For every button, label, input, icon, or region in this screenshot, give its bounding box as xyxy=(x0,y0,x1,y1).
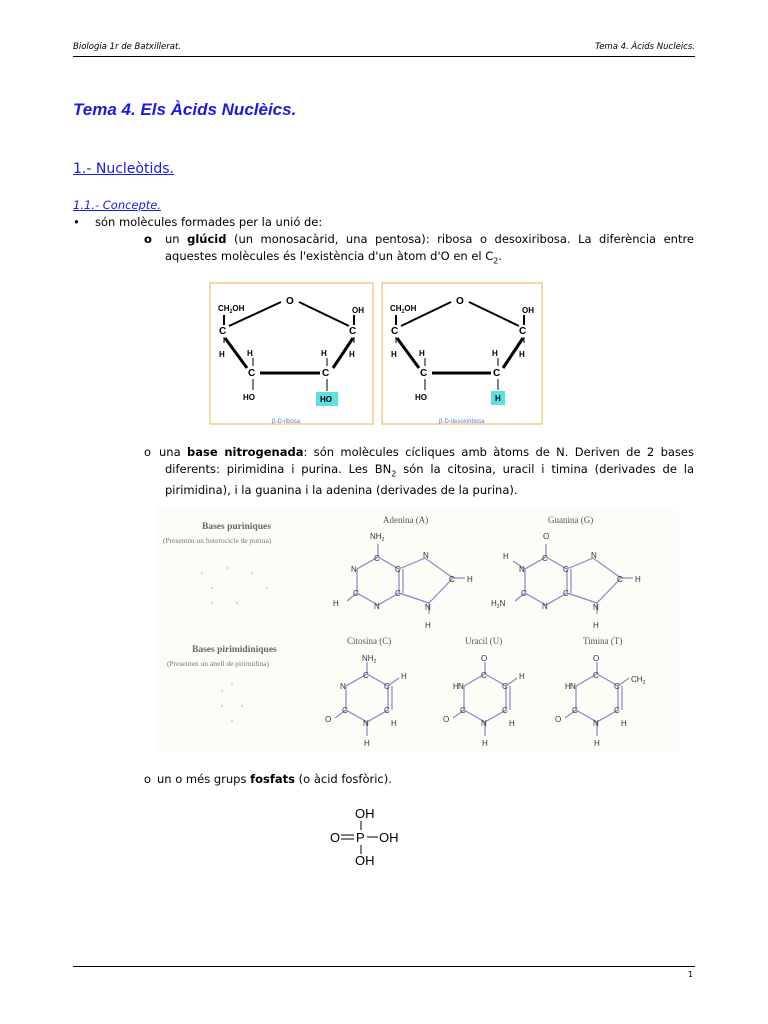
bullet-dot-icon: • xyxy=(73,215,80,229)
svg-text:H: H xyxy=(333,599,339,608)
svg-text:H: H xyxy=(503,552,509,561)
footer-rule xyxy=(73,966,695,967)
svg-text:C: C xyxy=(353,589,359,598)
svg-text:H: H xyxy=(321,349,327,358)
phosphate-paragraph: un o més grups fosfats (o àcid fosfòric). xyxy=(157,772,392,786)
bold-term-fosfats: fosfats xyxy=(250,772,295,786)
svg-text:CH3: $CH_3$ xyxy=(631,675,646,686)
svg-text:C: C xyxy=(493,368,501,379)
svg-text:O: O xyxy=(325,715,332,724)
svg-text:C: C xyxy=(219,326,227,337)
svg-text:H: H xyxy=(621,719,627,728)
svg-text:NH2: $NH_2$ xyxy=(362,654,377,665)
svg-text:H: H xyxy=(519,350,525,359)
svg-text:H: H xyxy=(391,719,397,728)
phosphate-top-oh: OH xyxy=(355,806,375,821)
svg-text:C: C xyxy=(460,706,466,715)
svg-text:C: C xyxy=(363,671,369,680)
sugar-figures xyxy=(209,282,543,425)
svg-text:C: C xyxy=(593,671,599,680)
svg-text:C: C xyxy=(563,589,569,598)
header-rule xyxy=(73,56,695,57)
bold-term-base: base nitrogenada xyxy=(186,445,304,459)
svg-text:O: O xyxy=(443,715,450,724)
item-marker-base: o xyxy=(144,445,152,459)
svg-text:O: O xyxy=(555,715,562,724)
item-marker-phosphate: o xyxy=(144,772,152,786)
header-right: Tema 4. Àcids Nucleics. xyxy=(595,42,695,52)
ribose-ch2oh: $CH_2OH$ xyxy=(218,304,245,315)
svg-text:C: C xyxy=(521,589,527,598)
timina-label: Timina (T) xyxy=(583,636,623,646)
phosphate-p: P xyxy=(356,830,365,845)
svg-text:N: N xyxy=(542,602,548,611)
subsection-heading[interactable]: 1.1.- Concepte. xyxy=(73,198,162,212)
svg-text:N: N xyxy=(363,719,369,728)
svg-text:H: H xyxy=(594,739,600,748)
svg-text:O: O xyxy=(543,532,550,541)
svg-text:O: O xyxy=(481,654,488,663)
purine-subtitle: (Presenten un heterocicle de purina) xyxy=(163,536,272,545)
svg-text:N: N xyxy=(340,682,346,691)
svg-text:N: N xyxy=(519,565,525,574)
svg-text:N: N xyxy=(423,551,429,560)
svg-text:H: H xyxy=(247,349,253,358)
svg-text:C: C xyxy=(322,368,330,379)
page-number: 1 xyxy=(688,970,694,979)
svg-text:NH2: $NH_2$ xyxy=(370,532,385,543)
svg-text:C: C xyxy=(374,554,380,563)
svg-text:C: C xyxy=(395,565,401,574)
svg-text:C: C xyxy=(519,326,527,337)
svg-text:C: C xyxy=(384,682,390,691)
svg-text:N: N xyxy=(570,682,576,691)
citosina-label: Citosina (C) xyxy=(347,636,392,646)
ribose-c2-group: HO xyxy=(320,395,332,404)
svg-text:H: H xyxy=(467,575,473,584)
svg-text:N: N xyxy=(591,551,597,560)
uracil-label: Uracil (U) xyxy=(465,636,503,646)
deoxyribose-ch2oh: $CH_2OH$ xyxy=(390,304,417,315)
svg-text:O: O xyxy=(456,296,464,307)
svg-text:OH: OH xyxy=(522,306,534,315)
svg-text:C: C xyxy=(614,706,620,715)
svg-text:N: N xyxy=(425,603,431,612)
svg-text:H: H xyxy=(391,350,397,359)
pyrimidine-subtitle: (Presenten un anell de pirimidina) xyxy=(167,659,270,668)
svg-text:H: H xyxy=(635,575,641,584)
svg-text:C: C xyxy=(502,682,508,691)
svg-text:H2N: $H_2N$ xyxy=(491,599,506,610)
svg-text:H: H xyxy=(419,349,425,358)
pyrimidine-title: Bases pirimidíniques xyxy=(192,645,277,655)
svg-text:C: C xyxy=(248,368,256,379)
phosphate-double-o: O xyxy=(330,830,341,845)
svg-text:N: N xyxy=(593,603,599,612)
svg-text:C: C xyxy=(395,589,401,598)
svg-text:HO: HO xyxy=(415,393,427,402)
svg-text:C: C xyxy=(502,706,508,715)
svg-text:N: N xyxy=(481,719,487,728)
svg-text:C: C xyxy=(572,706,578,715)
svg-text:N: N xyxy=(374,602,380,611)
adenina-label: Adenina (A) xyxy=(383,515,429,525)
phosphate-right-oh: OH xyxy=(379,830,399,845)
svg-text:C: C xyxy=(342,706,348,715)
svg-text:N: N xyxy=(458,682,464,691)
svg-text:C: C xyxy=(614,682,620,691)
header-left: Biologia 1r de Batxillerat. xyxy=(73,42,182,52)
guanina-label: Guanina (G) xyxy=(548,515,594,525)
svg-text:H: H xyxy=(401,672,407,681)
svg-text:O: O xyxy=(593,654,600,663)
base-paragraph: una base nitrogenada: són molècules cícliques amb àtoms de N. Deriven de 2 bases diferents: pirimidina i purina. Les $BN_2$ són la citosina, uracil i timina (derivades de la pirimidina), i la guanina i la adenina (derivades de la purina). xyxy=(159,445,695,498)
svg-text:OH: OH xyxy=(352,306,364,315)
svg-text:O: O xyxy=(286,296,294,307)
svg-text:H: H xyxy=(509,719,515,728)
deoxyribose-structure xyxy=(382,283,542,425)
ribose-structure xyxy=(210,283,373,425)
svg-text:H: H xyxy=(565,682,571,691)
svg-text:H: H xyxy=(492,349,498,358)
bullet-text: són molècules formades per la unió de: xyxy=(95,215,323,229)
nitrogen-bases-figure xyxy=(155,506,679,752)
svg-text:C: C xyxy=(542,554,548,563)
svg-text:H: H xyxy=(519,672,525,681)
item-marker-sugar: o xyxy=(144,232,152,246)
sugar-paragraph: un glúcid (un monosacàrid, una pentosa): ribosa o desoxiribosa. La diferència entre aquestes molècules és l'existència d'un àtom d'O en el $C_2$. xyxy=(165,232,694,266)
svg-text:C: C xyxy=(349,326,357,337)
svg-text:H: H xyxy=(453,682,459,691)
svg-text:C: C xyxy=(384,706,390,715)
svg-text:H: H xyxy=(219,350,225,359)
svg-text:H: H xyxy=(593,621,599,630)
section-heading[interactable]: 1.- Nucleòtids. xyxy=(73,161,174,177)
deoxyribose-c2-group: H xyxy=(495,394,501,403)
purine-title: Bases purìniques xyxy=(202,522,271,532)
svg-text:H: H xyxy=(364,739,370,748)
svg-text:C: C xyxy=(420,368,428,379)
svg-text:H: H xyxy=(425,621,431,630)
svg-text:H: H xyxy=(349,350,355,359)
phosphate-structure xyxy=(328,804,408,870)
page-header xyxy=(73,42,695,52)
svg-text:N: N xyxy=(593,719,599,728)
svg-text:C: C xyxy=(481,671,487,680)
svg-text:H: H xyxy=(482,739,488,748)
svg-text:C: C xyxy=(563,565,569,574)
phosphate-bottom-oh: OH xyxy=(355,853,375,868)
bold-term-glucid: glúcid xyxy=(187,232,227,246)
svg-text:C: C xyxy=(617,575,623,584)
svg-text:C: C xyxy=(391,326,399,337)
ribose-caption: β-D-ribosa xyxy=(272,419,301,425)
deoxyribose-caption: β-D-desoxiribosa xyxy=(439,419,485,425)
page-title: Tema 4. Els Àcids Nuclèics. xyxy=(73,100,297,119)
svg-text:N: N xyxy=(351,565,357,574)
svg-text:C: C xyxy=(449,575,455,584)
svg-text:HO: HO xyxy=(243,393,255,402)
